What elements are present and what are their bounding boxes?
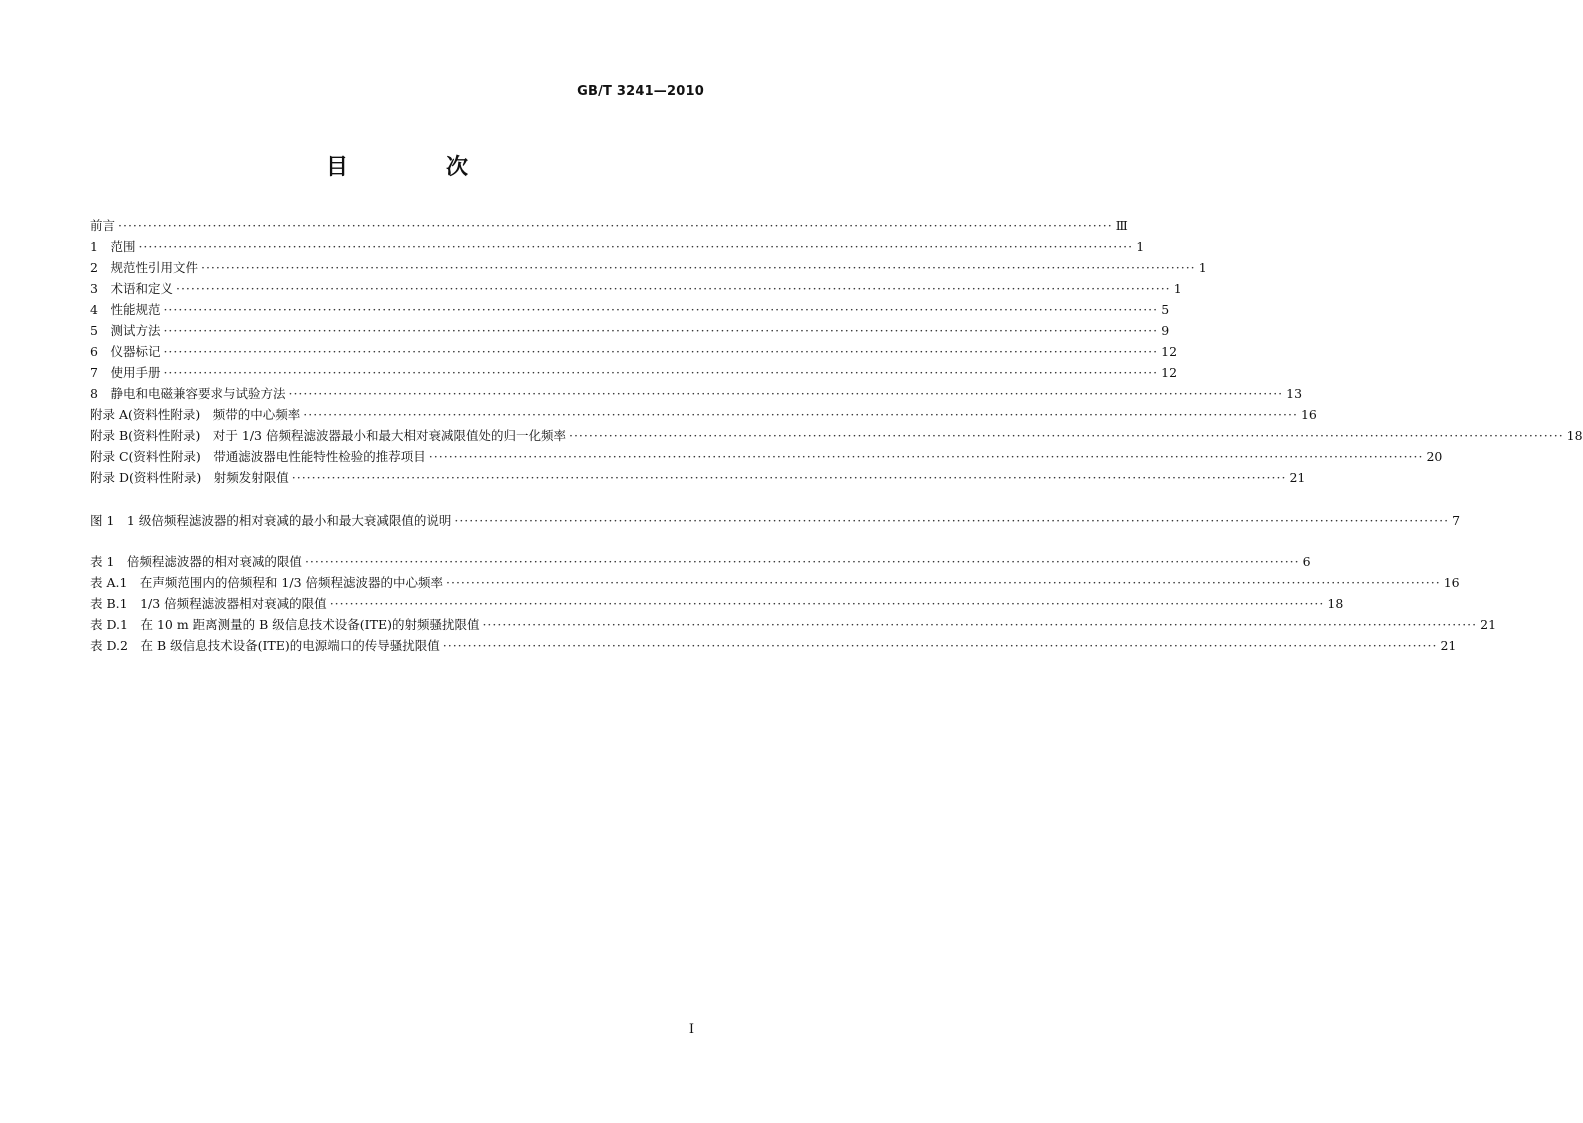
toc-entry-label: 附录 A(资料性附录) 频带的中心频率 — [90, 407, 301, 422]
dot-leader: ········································································································································································································ — [329, 596, 1325, 611]
toc-entry-label: 5 测试方法 — [90, 323, 161, 338]
toc-tables — [90, 551, 1497, 656]
toc-entry[interactable] — [90, 215, 1128, 236]
toc-entry-page: 20 — [1426, 449, 1443, 464]
toc-entry-label: 附录 B(资料性附录) 对于 1/3 倍频程滤波器最小和最大相对衰减限值处的归一化频率 — [90, 428, 566, 443]
toc-entry-label: 前言 — [90, 218, 116, 233]
dot-leader: ········································································································································································································ — [454, 513, 1450, 528]
dot-leader: ········································································································································································································ — [175, 281, 1171, 296]
toc-entry-label: 图 1 1 级倍频程滤波器的相对衰减的最小和最大衰减限值的说明 — [90, 513, 452, 528]
dot-leader: ········································································································································································································ — [163, 344, 1159, 359]
toc-entry[interactable] — [90, 446, 1443, 467]
toc-entry-page: 16 — [1443, 575, 1460, 590]
toc-entry[interactable] — [90, 299, 1170, 320]
toc-entry[interactable] — [90, 572, 1460, 593]
toc-entry-page: 21 — [1480, 617, 1497, 632]
toc-entry[interactable] — [90, 404, 1317, 425]
toc-entry[interactable] — [90, 593, 1344, 614]
toc-entry-label: 附录 C(资料性附录) 带通滤波器电性能特性检验的推荐项目 — [90, 449, 426, 464]
dot-leader: ········································································································································································································ — [291, 470, 1287, 485]
toc-entry[interactable] — [90, 614, 1497, 635]
toc-entry-page: 18 — [1327, 596, 1344, 611]
toc-sections — [90, 215, 1583, 488]
toc-entry[interactable] — [90, 425, 1583, 446]
toc-entry-label: 附录 D(资料性附录) 射频发射限值 — [90, 470, 289, 485]
dot-leader: ········································································································································································································ — [163, 365, 1159, 380]
toc-entry-page: 1 — [1198, 260, 1207, 275]
toc-figures — [90, 510, 1461, 531]
toc-entry-label: 表 A.1 在声频范围内的倍频程和 1/3 倍频程滤波器的中心频率 — [90, 575, 443, 590]
dot-leader: ········································································································································································································ — [446, 575, 1441, 590]
toc-entry[interactable] — [90, 467, 1306, 488]
dot-leader: ········································································································································································································ — [482, 617, 1478, 632]
toc-entry-page: 12 — [1161, 344, 1178, 359]
toc-entry-page: 5 — [1161, 302, 1170, 317]
toc-entry-page: Ⅲ — [1115, 218, 1128, 233]
toc-entry[interactable] — [90, 236, 1145, 257]
toc-entry[interactable] — [90, 341, 1178, 362]
toc-entry-label: 1 范围 — [90, 239, 136, 254]
page-number: Ⅰ — [688, 1022, 694, 1037]
dot-leader: ········································································································································································································ — [118, 218, 1113, 233]
dot-leader: ········································································································································································································ — [303, 407, 1298, 422]
dot-leader: ········································································································································································································ — [200, 260, 1196, 275]
dot-leader: ········································································································································································································ — [428, 449, 1424, 464]
toc-entry-page: 16 — [1300, 407, 1317, 422]
toc-entry[interactable] — [90, 510, 1461, 531]
toc-entry-label: 7 使用手册 — [90, 365, 161, 380]
toc-entry-label: 6 仪器标记 — [90, 344, 161, 359]
page-title: 目 次 — [325, 155, 506, 180]
toc-entry[interactable] — [90, 278, 1182, 299]
toc-entry[interactable] — [90, 635, 1457, 656]
toc-entry-page: 1 — [1136, 239, 1145, 254]
dot-leader: ········································································································································································································ — [163, 302, 1159, 317]
dot-leader: ········································································································································································································ — [568, 428, 1564, 443]
toc-entry-page: 1 — [1173, 281, 1182, 296]
toc-entry-page: 21 — [1440, 638, 1457, 653]
toc-entry-label: 4 性能规范 — [90, 302, 161, 317]
dot-leader: ········································································································································································································ — [442, 638, 1438, 653]
dot-leader: ········································································································································································································ — [288, 386, 1284, 401]
toc-entry-label: 表 1 倍频程滤波器的相对衰减的限值 — [90, 554, 302, 569]
dot-leader: ········································································································································································································ — [138, 239, 1134, 254]
toc-entry[interactable] — [90, 320, 1170, 341]
toc-entry-label: 8 静电和电磁兼容要求与试验方法 — [90, 386, 286, 401]
toc-entry-page: 9 — [1161, 323, 1170, 338]
toc-entry[interactable] — [90, 257, 1207, 278]
dot-leader: ········································································································································································································ — [304, 554, 1300, 569]
toc-entry-page: 12 — [1161, 365, 1178, 380]
toc-entry-label: 2 规范性引用文件 — [90, 260, 198, 275]
standard-code: GB/T 3241—2010 — [577, 84, 704, 99]
toc-entry[interactable] — [90, 362, 1178, 383]
toc-entry-page: 21 — [1289, 470, 1306, 485]
toc-entry-page: 18 — [1566, 428, 1583, 443]
toc-entry[interactable] — [90, 383, 1303, 404]
toc-entry-page: 7 — [1452, 513, 1461, 528]
toc-entry[interactable] — [90, 551, 1311, 572]
toc-entry-label: 表 B.1 1/3 倍频程滤波器相对衰减的限值 — [90, 596, 327, 611]
toc-entry-page: 13 — [1286, 386, 1303, 401]
dot-leader: ········································································································································································································ — [163, 323, 1159, 338]
toc-entry-label: 表 D.2 在 B 级信息技术设备(ITE)的电源端口的传导骚扰限值 — [90, 638, 440, 653]
toc-entry-label: 3 术语和定义 — [90, 281, 173, 296]
toc-entry-page: 6 — [1302, 554, 1311, 569]
toc-entry-label: 表 D.1 在 10 m 距离测量的 B 级信息技术设备(ITE)的射频骚扰限值 — [90, 617, 480, 632]
